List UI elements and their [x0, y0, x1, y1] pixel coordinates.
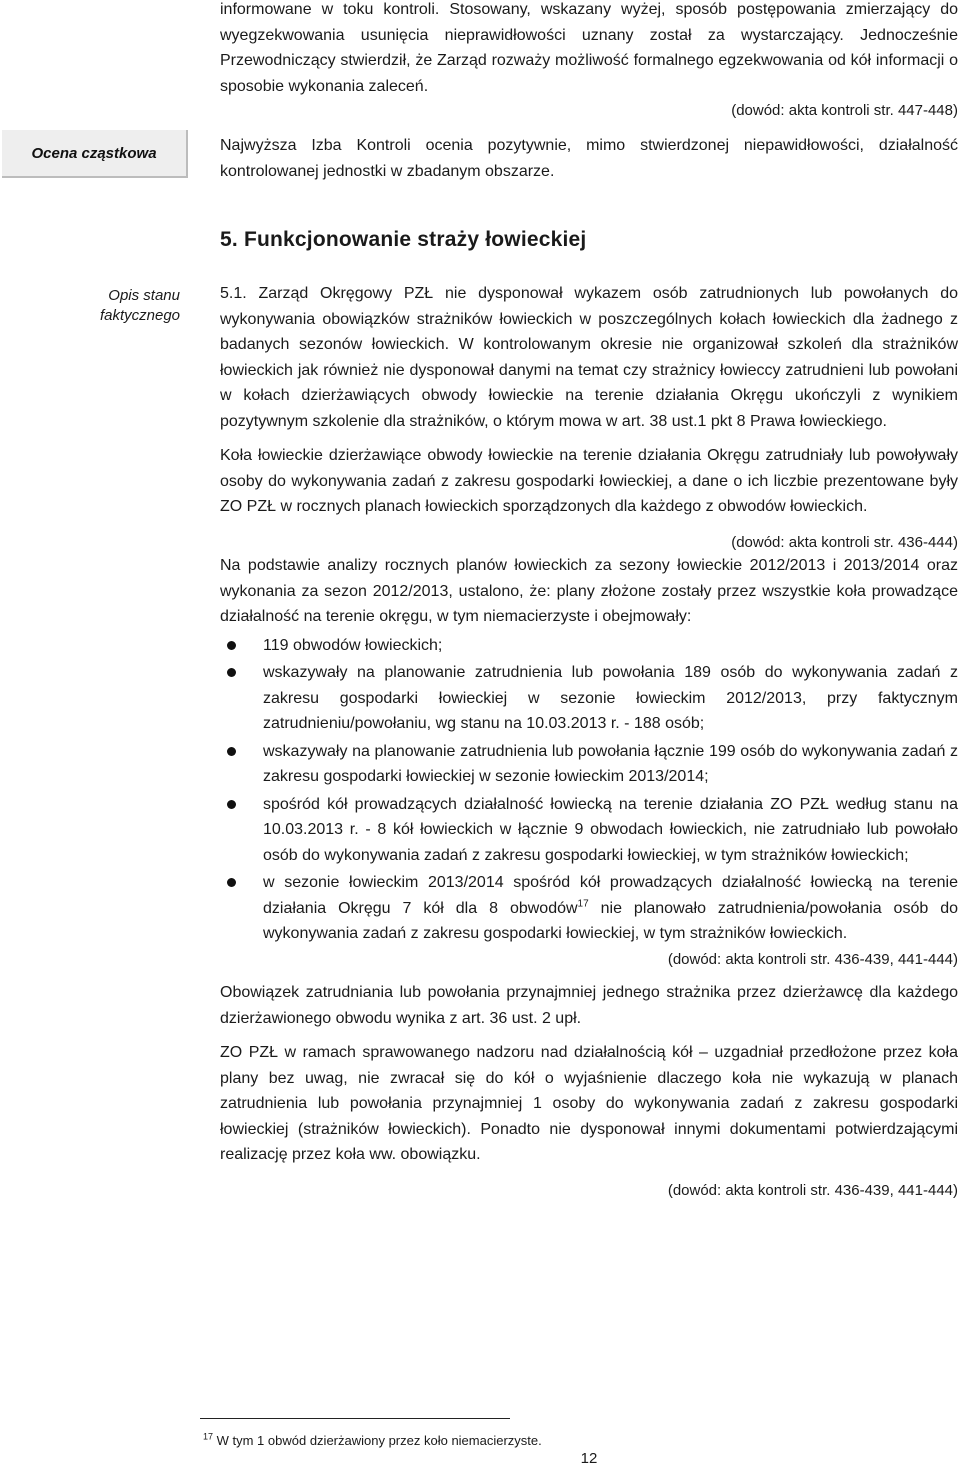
- paragraph-supervision: ZO PZŁ w ramach sprawowanego nadzoru nad działalnością kół – uzgadniał przedłożone przez koła plany bez uwag, nie zwracał się do kół o wyjaśnienie dlaczego koła nie wykazują w planach zatrudnienia lub powołania przynajmniej 1 osoby do wykonywania zadań z zakresu gospodarki łowieckiej (strażników łowieckich). Ponadto nie dysponował innymi dokumentami potwierdzającymi realizację przez koła ww. obowiązku.: [220, 1044, 958, 1163]
- evidence-reference: (dowód: akta kontroli str. 447-448): [731, 102, 958, 119]
- evidence-reference: (dowód: akta kontroli str. 436-444): [731, 533, 958, 551]
- list-item: wskazywały na planowanie zatrudnienia lub powołania łącznie 199 osób do wykonywania zadań z zakresu gospodarki łowieckiej w sezonie łowieckim 2013/2014;: [220, 739, 958, 790]
- footnote-number: 17: [203, 1431, 214, 1442]
- list-item: wskazywały na planowanie zatrudnienia lub powołania 189 osób do wykonywania zadań z zakresu gospodarki łowieckiej w sezonie łowieckim 2012/2013, przy faktycznym zatrudnieniu/powołaniu, wg stanu na 10.03.2013 r. - 188 osób;: [220, 660, 958, 737]
- evidence-reference: (dowód: akta kontroli str. 436-439, 441-444): [667, 950, 958, 968]
- paragraph-analysis: Na podstawie analizy rocznych planów łowieckich za sezony łowieckie 2012/2013 i 2013/2014 oraz wykonania za sezon 2012/2013, ustalono, że: plany złożone zostały przez wszystkie koła prowadzące działalność na terenie okręgu, w tym niemacierzyste i obejmowały:: [220, 557, 958, 625]
- paragraph-5-1: 5.1. Zarząd Okręgowy PZŁ nie dysponował wykazem osób zatrudnionych lub powołanych do wykonywania obowiązków strażników łowieckich w poszczególnych kołach łowieckich dla żadnego z badanych sezonów łowieckich. W kontrolowanym okresie nie organizował szkoleń dla strażników łowieckich jak również nie dysponował danymi na temat czy strażnicy łowieccy zatrudnieni lub powołani w kołach dzierżawiących obwody łowieckie na terenie działania Okręgu ukończyli z wynikiem pozytywnym szkolenie dla strażników, o którym mowa w art. 38 ust.1 pkt 8 Prawa łowieckiego.: [220, 285, 958, 430]
- list-item: spośród kół prowadzących działalność łowiecką na terenie działania ZO PZŁ według stanu na 10.03.2013 r. - 8 kół łowieckich w łącznie 9 obwodach łowieckich, nie zatrudniało lub powołało osób do wykonywania zadań z zakresu gospodarki łowieckiej, w tym strażników łowieckich;: [220, 792, 958, 869]
- assessment-label: Ocena cząstkowa: [31, 144, 157, 162]
- bullet-icon: [227, 747, 236, 756]
- footnote-marker: 17: [577, 898, 589, 910]
- assessment-label-box: [2, 130, 188, 178]
- section-heading: 5. Funkcjonowanie straży łowieckiej: [220, 228, 587, 251]
- paragraph-obligation: Obowiązek zatrudniania lub powołania przynajmniej jednego strażnika przez dzierżawcę dla każdego dzierżawionego obwodu wynika z art. 36 ust. 2 upł.: [220, 984, 958, 1027]
- footnote: $^{17}$ W tym 1 obwód dzierżawiony przez koło niemacierzyste.: [203, 1431, 542, 1448]
- side-label-facts: Opis stanu faktycznego: [99, 287, 180, 324]
- bullet-list: [220, 633, 958, 947]
- footnote-separator: [200, 1418, 510, 1419]
- list-item: w sezonie łowieckim 2013/2014 spośród kół prowadzących działalność łowiecką na terenie działania Okręgu 7 kół dla 8 obwodów$^{17}$ nie planowało zatrudnienia/powołania osób do wykonywania zadań z zakresu gospodarki łowieckiej, w tym strażników łowieckich.: [220, 870, 958, 947]
- assessment-paragraph: Najwyższa Izba Kontroli ocenia pozytywnie, mimo stwierdzonej niepawidłowości, działalność kontrolowanej jednostki w zbadanym obszarze.: [220, 137, 958, 180]
- evidence-reference: (dowód: akta kontroli str. 436-439, 441-444): [667, 1181, 958, 1199]
- bullet-icon: [227, 800, 236, 809]
- bullet-icon: [227, 641, 236, 650]
- page-number: 12: [580, 1450, 598, 1467]
- bullet-icon: [227, 668, 236, 677]
- intro-paragraph: informowane w toku kontroli. Stosowany, wskazany wyżej, sposób postępowania zmierzający do wyegzekwowania usunięcia nieprawidłowości uznany został za wystarczający. Jednocześnie Przewodniczący stwierdził, że Zarząd rozważy możliwość formalnego egzekwowania od kół informacji o sposobie wykonania zaleceń.: [220, 1, 958, 95]
- bullet-icon: [227, 878, 236, 887]
- list-item: 119 obwodów łowieckich;: [220, 633, 958, 659]
- paragraph-hunting-clubs: Koła łowieckie dzierżawiące obwody łowieckie na terenie działania Okręgu zatrudniały lub powoływały osoby do wykonywania zadań z zakresu gospodarki łowieckiej, a dane o ich liczbie prezentowane były ZO PZŁ w rocznych planach łowieckich sporządzonych dla każdego z obwodów łowieckich.: [220, 447, 958, 515]
